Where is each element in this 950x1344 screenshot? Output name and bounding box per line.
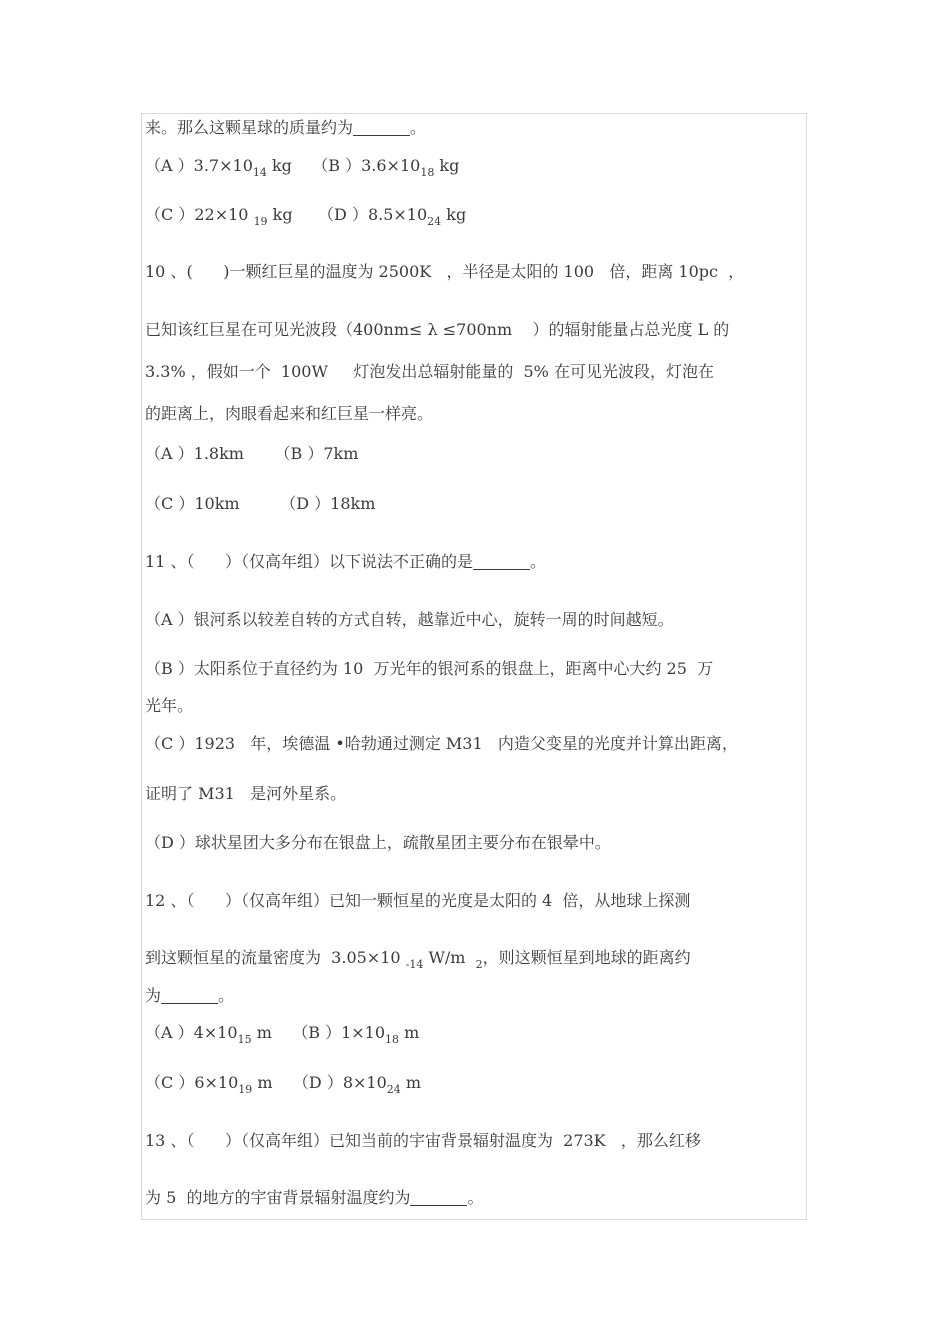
q10-line1: 10 、( )一颗红巨星的温度为 2500K ，半径是太阳的 100 倍，距离 10pc ，: [145, 262, 745, 281]
q11-option-c-line1: （C ）1923 年，埃德温 •哈勃通过测定 M31 内造父变星的光度并计算出距离，: [145, 734, 738, 753]
q10-line3: 3.3% ，假如一个 100W 灯泡发出总辐射能量的 5% 在可见光波段，灯泡在: [145, 362, 714, 381]
q9-options-ab: （A ）$3.7\times 10_{14}$ kg （B ）$3.6\times 10_{18}$ kg: [145, 156, 460, 179]
q10-line4: 的距离上，肉眼看起来和红巨星一样亮。: [145, 404, 434, 423]
q13-line2: 为 5 的地方的宇宙背景辐射温度约为 。: [145, 1188, 484, 1207]
q11-option-b-line2: 光年。: [145, 696, 194, 715]
q11-stem: 11 、（ ）（仅高年组）以下说法不正确的是 。: [145, 552, 546, 571]
answer-blank: [161, 987, 218, 1004]
q10-options-cd: （C ）10km （D ）18km: [145, 494, 376, 513]
q9-tail: 来。那么这颗星球的质量约为 。: [145, 118, 427, 137]
q10-line2: 已知该红巨星在可见光波段（400nm≤ λ ≤700nm ）的辐射能量占总光度 L 的: [145, 320, 730, 339]
q12-line1: 12 、（ ）（仅高年组）已知一颗恒星的光度是太阳的 4 倍，从地球上探测: [145, 891, 691, 910]
q12-options-cd: （C ）$6\times 10_{19}$ m （D ）$8\times 10_{24}$ m: [145, 1073, 422, 1096]
q11-option-d: （D ）球状星团大多分布在银盘上，疏散星团主要分布在银晕中。: [145, 833, 611, 852]
q11-option-c-line2: 证明了 M31 是河外星系。: [145, 784, 347, 803]
answer-blank: [473, 553, 530, 570]
answer-blank: [410, 1189, 467, 1206]
answer-blank: [353, 119, 410, 136]
q10-options-ab: （A ）1.8km （B ）7km: [145, 444, 359, 463]
q12-line3: 为 。: [145, 986, 235, 1005]
q12-line2: 到这颗恒星的流量密度为 3.05×10 $_{-14}$ W/m $_2$，则这颗恒星到地球的距离约: [145, 948, 691, 971]
q11-option-b-line1: （B ）太阳系位于直径约为 10 万光年的银河系的银盘上，距离中心大约 25 万: [145, 659, 714, 678]
q11-option-a: （A ）银河系以较差自转的方式自转，越靠近中心，旋转一周的时间越短。: [145, 610, 674, 629]
q9-options-cd: （C ）22×10 $_{19}$ kg （D ）$8.5\times 10_{24}$ kg: [145, 205, 467, 228]
q13-line1: 13 、（ ）（仅高年组）已知当前的宇宙背景辐射温度为 273K ，那么红移: [145, 1131, 701, 1150]
q12-options-ab: （A ）$4\times 10_{15}$ m （B ）$1\times 10_{18}$ m: [145, 1023, 420, 1046]
